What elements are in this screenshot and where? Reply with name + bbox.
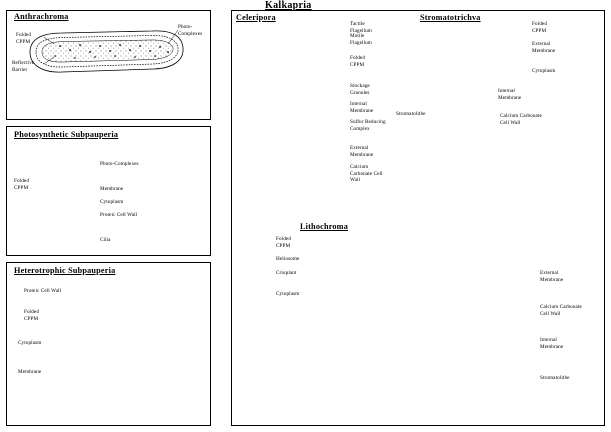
label-photosynthetic-photo-complexes: Photo-Complexes bbox=[100, 161, 139, 167]
label-lithochroma-cytoplasm: Cytoplasm bbox=[276, 291, 300, 297]
label-heterotrophic-membrane: Membrane bbox=[18, 369, 42, 375]
diagram-anthrachroma bbox=[30, 30, 183, 72]
panel-title-anthrachroma: Anthrachroma bbox=[14, 12, 69, 21]
label-heterotrophic-cytoplasm: Cytoplasm bbox=[18, 340, 42, 346]
panel-title-photosynthetic-subpauperia: Photosynthetic Subpauperia bbox=[14, 130, 119, 139]
label-lithochroma-internal-membrane: Internal Membrane bbox=[540, 337, 564, 350]
panel-title-heterotrophic-subpauperia: Heterotrophic Subpauperia bbox=[14, 266, 116, 275]
label-photosynthetic-cytoplasm: Cytoplasm bbox=[100, 199, 124, 205]
label-lithochroma-external-membrane: External Membrane bbox=[540, 270, 564, 283]
label-anthrachroma-folded-cppm: Folded CPPM bbox=[16, 32, 32, 45]
label-lithochroma-heliosome: Heliosome bbox=[276, 256, 300, 262]
label-stromatotrichva-folded-cppm: Folded CPPM bbox=[532, 21, 548, 34]
label-celeripora-tactile-flagellum: Tactile Flagellum bbox=[350, 21, 372, 34]
label-heterotrophic-proteic-cell-wall: Proteic Cell Wall bbox=[24, 288, 62, 294]
label-stromatotrichva-external-membrane: External Membrane bbox=[532, 41, 556, 54]
label-stromatotrichva-internal-membrane: Internal Membrane bbox=[498, 88, 522, 101]
label-heterotrophic-folded-cppm: Folded CPPM bbox=[24, 309, 40, 322]
label-photosynthetic-cilia: Cilia bbox=[100, 237, 111, 243]
label-lithochroma-calcium-carbonate-cell-wall: Calcium Carbonate Cell Wall bbox=[540, 304, 582, 317]
label-celeripora-internal-membrane: Internal Membrane bbox=[350, 101, 374, 114]
label-celeripora-calcium-carbonate-cell-wall: Calcium Carbonate Cell Wall bbox=[350, 164, 383, 183]
label-celeripora-folded-cppm: Folded CPPM bbox=[350, 55, 366, 68]
panel-title-lithochroma: Lithochroma bbox=[300, 222, 348, 231]
label-celeripora-external-membrane: External Membrane bbox=[350, 145, 374, 158]
label-anthrachroma-photo-complexes: Photo-Complexes bbox=[178, 24, 203, 37]
label-stromatotrichva-stromatolithe: Stromatolithe bbox=[396, 111, 426, 117]
label-celeripora-motile-flagellum: Motile Flagellum bbox=[350, 33, 372, 46]
panel-title-stromatotrichva: Stromatotrichva bbox=[420, 13, 481, 22]
label-lithochroma-crioplant: Crioplant bbox=[276, 270, 297, 276]
label-stromatotrichva-cytoplasm: Cytoplasm bbox=[532, 68, 556, 74]
label-lithochroma-folded-cppm: Folded CPPM bbox=[276, 236, 292, 249]
label-photosynthetic-membrane: Membrane bbox=[100, 186, 124, 192]
label-lithochroma-stromatolithe: Stromatolithe bbox=[540, 375, 570, 381]
label-celeripora-sulfur-reducing-complex: Sulfur Reducing Complex bbox=[350, 119, 386, 132]
label-photosynthetic-proteic-cell-wall: Proteic Cell Wall bbox=[100, 212, 138, 218]
panel-title-celeripora: Celeripora bbox=[236, 13, 276, 22]
label-anthrachroma-reflective-barrier: Reflective Barrier bbox=[12, 60, 35, 73]
figure-main-title: Kalkapria bbox=[265, 0, 312, 11]
label-stromatotrichva-calcium-carbonate-cell-wall: Calcium Carbonate Cell Wall bbox=[500, 113, 542, 126]
label-celeripora-stockage-granules: Stockage Granules bbox=[350, 83, 370, 96]
label-photosynthetic-folded-cppm: Folded CPPM bbox=[14, 178, 30, 191]
